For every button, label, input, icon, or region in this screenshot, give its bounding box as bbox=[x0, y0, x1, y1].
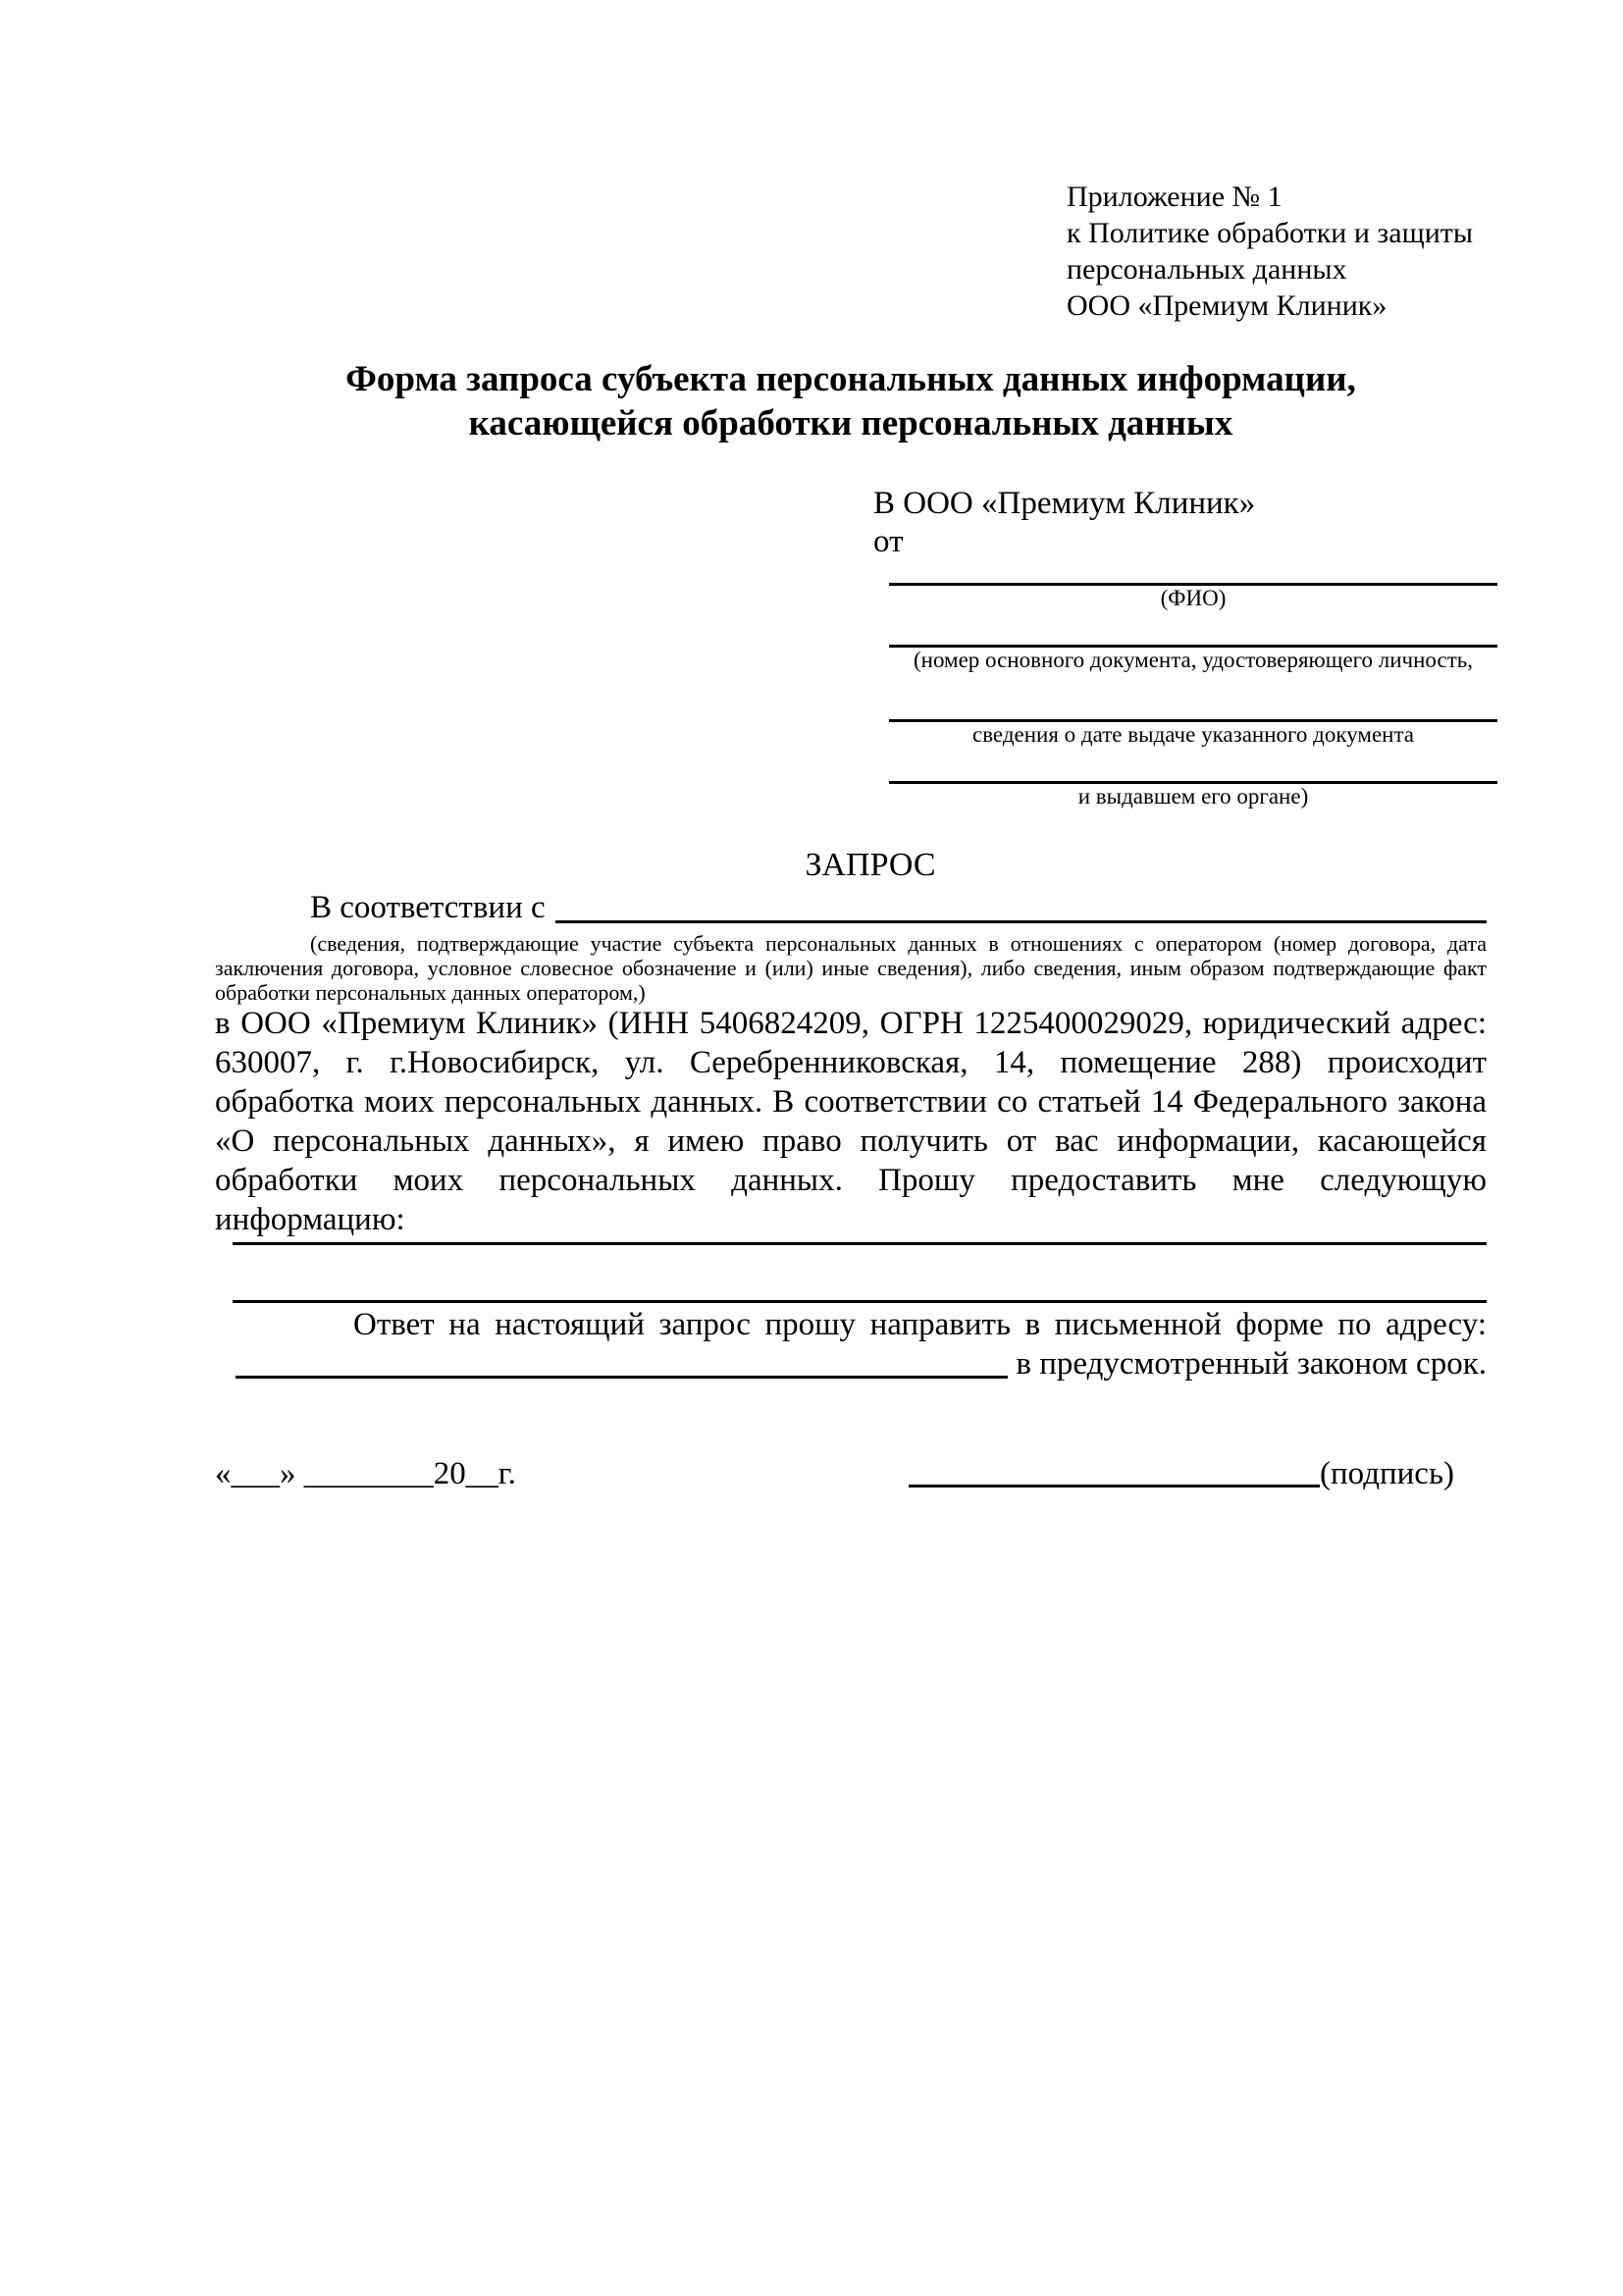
appendix-line-4: ООО «Премиум Клиник» bbox=[1067, 289, 1387, 322]
request-heading: ЗАПРОС bbox=[805, 847, 936, 883]
address-write-in-line bbox=[236, 1376, 1008, 1379]
addressee-block bbox=[873, 485, 1255, 561]
appendix-line-1: Приложение № 1 bbox=[1067, 181, 1283, 213]
appendix-header bbox=[1067, 179, 1473, 324]
form-title bbox=[215, 357, 1487, 445]
signature-write-in-line bbox=[909, 1485, 1320, 1487]
form-title-line-2: касающейся обработки персональных данных bbox=[468, 403, 1233, 444]
fio-caption: (ФИО) bbox=[1160, 586, 1227, 610]
response-line-2-suffix: в предусмотренный законом срок. bbox=[1016, 1346, 1487, 1382]
addressee-company: В ООО «Премиум Клиник» bbox=[873, 486, 1256, 521]
addressee-from-label: от bbox=[873, 524, 904, 559]
signature-caption: (подпись) bbox=[1320, 1456, 1454, 1491]
appendix-line-2: к Политике обработки и защиты bbox=[1067, 217, 1474, 249]
legal-note: (сведения, подтверждающие участие субъекта персональных данных в отношениях с оператором (номер договора, дата заключения договора, условное словесное обозначение и (или) иные сведения), либо сведения, иным образом подтверждающие факт обработки персональных данных оператором,) bbox=[215, 931, 1487, 1005]
issuing-authority-caption: и выдавшем его органе) bbox=[1077, 784, 1309, 809]
information-write-in-line-1 bbox=[233, 1242, 1487, 1245]
date-signature-row bbox=[215, 1454, 1487, 1493]
issue-date-caption: сведения о дате выдаче указанного документа bbox=[971, 722, 1415, 747]
response-line-2 bbox=[215, 1344, 1487, 1383]
form-title-line-1: Форма запроса субъекта персональных данных информации, bbox=[345, 359, 1356, 399]
document-number-caption: (номер основного документа, удостоверяющего личность, bbox=[913, 648, 1473, 672]
compliance-write-in-line bbox=[555, 920, 1487, 923]
response-line-1: Ответ на настоящий запрос прошу направить в письменной форме по адресу: bbox=[353, 1307, 1487, 1342]
response-paragraph bbox=[215, 1305, 1487, 1383]
date-blank: «___» ________20__г. bbox=[215, 1456, 516, 1491]
information-write-in-line-2 bbox=[233, 1300, 1487, 1303]
appendix-line-3: персональных данных bbox=[1067, 253, 1347, 286]
request-body-paragraph: в ООО «Премиум Клиник» (ИНН 5406824209, ОГРН 1225400029029, юридический адрес: 630007, г. г.Новосибирск, ул. Серебренниковская, 14, помещение 288) происходит обработка моих персональных данных. В соответствии со статьей 14 Федерального закона «О персональных данных», я имею право получить от вас информации, касающейся обработки моих персональных данных. Прошу предоставить мне следующую информацию: bbox=[215, 1006, 1487, 1237]
compliance-line bbox=[215, 888, 1487, 927]
compliance-prefix: В соответствии с bbox=[310, 890, 546, 925]
